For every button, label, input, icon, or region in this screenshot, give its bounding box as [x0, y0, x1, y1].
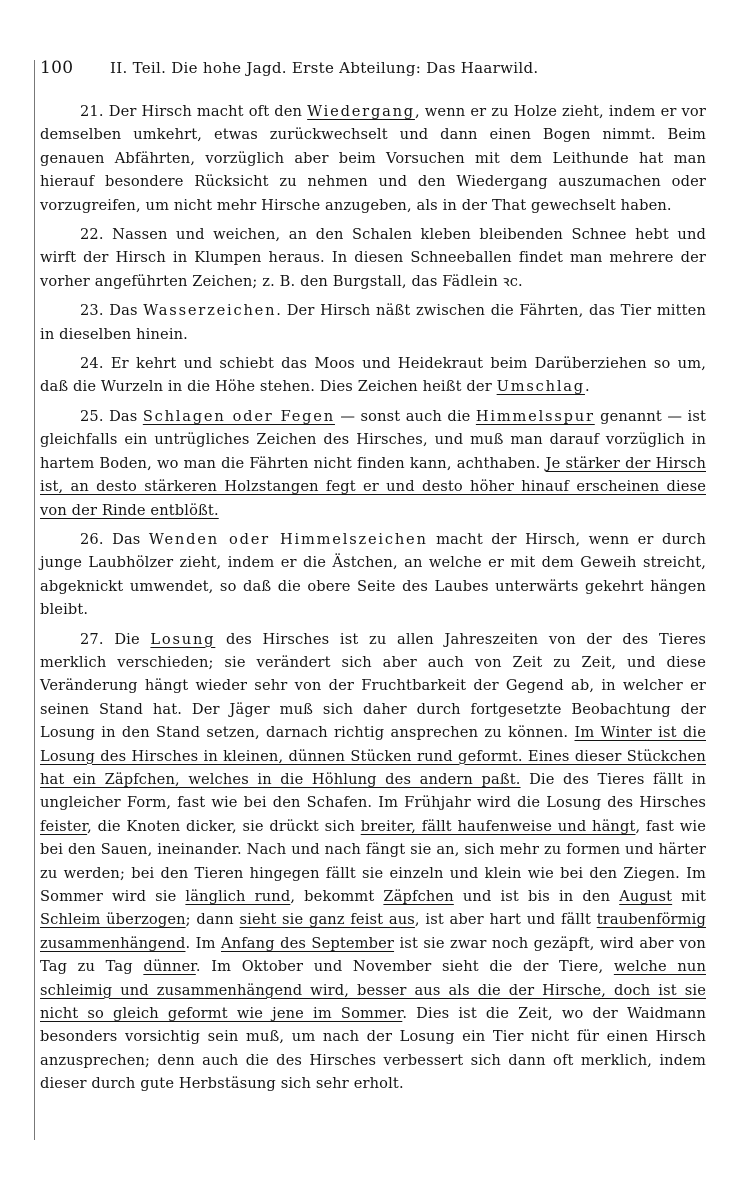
emphasized-term: dünner	[143, 958, 196, 976]
paragraph-text: — sonst auch die	[334, 407, 476, 425]
page-edge-line	[34, 60, 35, 1140]
emphasized-term: sieht sie ganz feist aus	[239, 911, 415, 929]
paragraph-text: . Im	[185, 934, 221, 952]
paragraph-text: mit	[672, 888, 706, 905]
emphasized-term: Umschlag	[496, 378, 585, 396]
paragraph-text: ist sie zwar noch gezäpft, wird aber von Tag zu Tag	[40, 934, 706, 976]
page-header	[40, 58, 706, 92]
paragraph-number: 25.	[80, 407, 104, 425]
paragraph-text: , die Knoten dicker, sie drückt sich	[87, 817, 361, 835]
paragraph-27	[40, 628, 706, 1096]
paragraph-text: Das	[109, 407, 143, 425]
paragraph-21	[40, 100, 706, 217]
paragraph-text: .	[584, 378, 590, 396]
paragraph-text: Er kehrt und schiebt das Moos und Heidekraut beim Darüberziehen so um, daß die Wurzeln in die Höhe stehen. Dies Zeichen heißt der	[40, 355, 706, 396]
emphasized-term: Wiedergang	[307, 103, 415, 120]
paragraph-text: . Der Hirsch näßt zwischen die Fährten, das Tier mitten in dieselben hinein.	[40, 302, 706, 343]
page-body	[40, 100, 706, 1096]
emphasized-term: traubenförmig zusammenhängend	[40, 911, 706, 952]
emphasized-term: Schleim überzogen	[40, 911, 186, 929]
emphasized-term: Zäpfchen	[383, 888, 454, 905]
page-number: 100	[40, 58, 74, 78]
paragraph-text: , bekommt	[290, 888, 384, 905]
emphasized-term: Himmelsspur	[475, 407, 595, 425]
running-head: II. Teil. Die hohe Jagd. Erste Abteilung: Das Haarwild.	[110, 59, 539, 77]
paragraph-number: 24.	[80, 355, 104, 373]
paragraph-text: Der Hirsch macht oft den	[108, 103, 308, 120]
paragraph-text: , wenn er zu Holze zieht, indem er vor demselben umkehrt, etwas zurückwechselt und dann einen Bogen nimmt. Beim genauen Abfährten, vorzüglich aber beim Vorsuchen mit dem Leithunde hat man hierauf besondere Rücksicht zu nehmen und den Wiedergang auszumachen oder vorzugreifen, um nicht mehr Hirsche anzugeben, als in der That gewechselt haben.	[40, 103, 706, 214]
paragraph-text: macht der Hirsch, wenn er durch junge Laubhölzer zieht, indem er die Ästchen, an welche er mit dem Geweih streicht, abgeknickt umwendet, so daß die obere Seite des Laubes unterwärts gekehrt hängen bleibt.	[40, 530, 706, 619]
paragraph-22	[40, 223, 706, 293]
emphasized-term: breiter, fällt haufenweise und hängt	[360, 817, 636, 835]
paragraph-24	[40, 352, 706, 399]
emphasized-term: August	[619, 888, 673, 905]
emphasized-term: Schlagen oder Fegen	[142, 407, 335, 425]
paragraph-text: . Im Oktober und November sieht die der Tiere,	[195, 958, 614, 976]
emphasized-term: Anfang des September	[221, 934, 395, 952]
emphasized-term: Losung	[150, 630, 216, 648]
paragraph-text: , fast wie bei den Sauen, ineinander. Nach und nach fängt sie an, sich mehr zu formen und härter zu werden; bei den Tieren hingegen fällt sie einzeln und klein wie bei den Ziegen. Im Sommer wird sie	[40, 817, 707, 905]
paragraph-26	[40, 528, 706, 622]
emphasized-term: feister	[40, 817, 88, 835]
paragraph-text: Nassen und weichen, an den Schalen kleben bleibenden Schnee hebt und wirft der Hirsch in Klumpen heraus. In diesen Schneeballen findet man mehrere der vorher angeführten Zeichen; z. B. den Burgstall, das Fädlein ꝛc.	[40, 226, 706, 290]
paragraph-text: des Hirsches ist zu allen Jahreszeiten von der des Tieres merklich verschieden; sie verändert sich aber auch von Zeit zu Zeit, und diese Veränderung hängt wieder sehr von der Fruchtbarkeit der Gegend ab, in welcher er seinen Stand hat. Der Jäger muß sich daher durch fortgesetzte Beobachtung der Losung in den Stand setzen, darnach richtig ansprechen zu können.	[40, 630, 706, 742]
paragraph-text: , ist aber hart und fällt	[414, 911, 597, 929]
paragraph-number: 27.	[80, 630, 104, 648]
paragraph-number: 26.	[80, 530, 104, 548]
paragraph-text: Die	[114, 630, 151, 648]
paragraph-25	[40, 405, 706, 522]
paragraph-number: 21.	[80, 103, 104, 120]
emphasized-term: Wasserzeichen	[143, 302, 277, 320]
paragraph-text: Das	[109, 302, 144, 320]
paragraph-text: . Dies ist die Zeit, wo der Waidmann besonders vorsichtig sein muß, um nach der Losung ein Tier nicht für einen Hirsch anzusprechen; denn auch die des Hirsches verbessert sich dann oft merklich, indem dieser durch gute Herbstäsung sich sehr erholt.	[40, 1005, 706, 1093]
paragraph-text: und ist bis in den	[453, 888, 620, 905]
emphasized-term: Je stärker der Hirsch ist, an desto stärkeren Holzstangen fegt er und desto höher hinauf erscheinen diese von der Rinde entblößt.	[40, 454, 706, 519]
emphasized-term: welche nun schleimig und zusammenhängend wird, besser aus als die der Hirsche, doch ist sie nicht so gleich geformt wie jene im Sommer	[40, 958, 706, 1023]
emphasized-term: Wenden oder Himmelszeichen	[148, 530, 428, 548]
paragraph-text: Die des Tieres fällt in ungleicher Form, fast wie bei den Schafen. Im Frühjahr wird die Losung des Hirsches	[40, 770, 706, 812]
paragraph-number: 22.	[80, 226, 104, 244]
paragraph-text: genannt — ist gleichfalls ein untrügliches Zeichen des Hirsches, und muß man darauf vorzüglich in hartem Boden, wo man die Fährten nicht finden kann, achthaben.	[40, 407, 706, 472]
emphasized-term: Im Winter ist die Losung des Hirsches in kleinen, dünnen Stücken rund geformt. Eines dieser Stückchen hat ein Zäpfchen, welches in die Höhlung des andern paßt.	[40, 724, 706, 788]
emphasized-term: länglich rund	[185, 888, 291, 905]
paragraph-text: Das	[112, 530, 149, 548]
paragraph-number: 23.	[80, 302, 104, 320]
paragraph-23	[40, 299, 706, 346]
paragraph-text: ; dann	[185, 911, 240, 929]
